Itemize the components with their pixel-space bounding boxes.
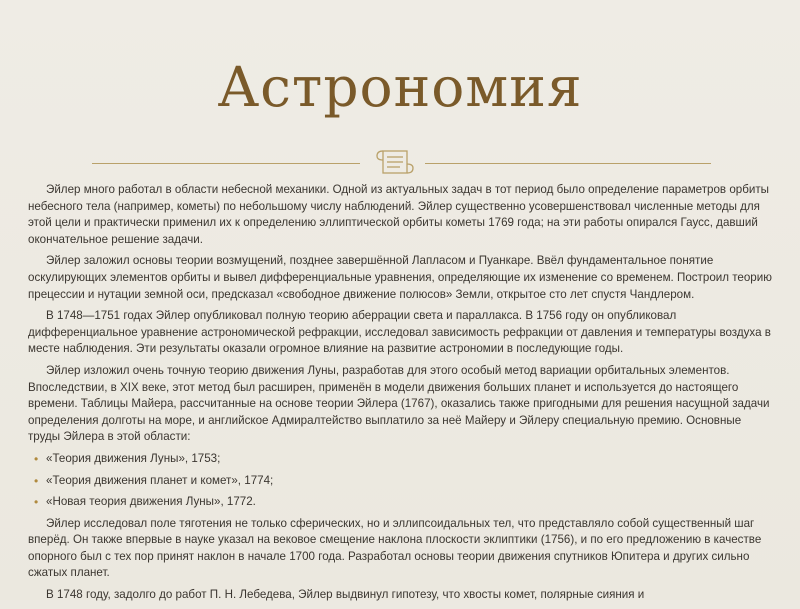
bullet-icon: • <box>34 451 39 466</box>
paragraph-comet-tails: В 1748 году, задолго до работ П. Н. Лебедева, Эйлер выдвинул гипотезу, что хвосты комет, полярные сияния и <box>46 588 645 602</box>
paragraph-perturbation-theory: Эйлер заложил основы теории возмущений, позднее завершённой Лапласом и Пуанкаре. Ввёл фундаментальное понятие оскулирующих элементов орбиты и вывел дифференциальные уравнения, определяющие их изменение со временем. Построил теорию прецессии и нутации земной оси, предсказал «свободное движение полюсов» Земли, открытое сто лет спустя Чандлером. <box>28 254 772 301</box>
paragraph-celestial-mechanics: Эйлер много работал в области небесной механики. Одной из актуальных задач в тот период было определение параметров орбиты небесного тела (например, кометы) по небольшому числу наблюдений. Эйлер существенно усовершенствовал численные методы для этой цели и практически применил их к определению эллиптической орбиты кометы 1769 года; на эти работы опирался Гаусс, давший окончательное решение задачи. <box>28 183 769 246</box>
title-divider <box>0 145 800 175</box>
paragraph-lunar-theory: Эйлер изложил очень точную теорию движения Луны, разработав для этого особый метод вариации орбитальных элементов. Впоследствии, в XIX веке, этот метод был расширен, применён в модели движения больших планет и используется до настоящего времени. Таблицы Майера, рассчитанные на основе теории Эйлера (1767), оказались также пригодными для решения насущной задачи определения долготы на море, и английское Адмиралтейство выплатило за неё Майеру и Эйлеру специальную премию. Основные труды Эйлера в этой области: <box>28 363 770 444</box>
works-list <box>28 451 774 511</box>
slide-body <box>28 182 774 609</box>
list-item <box>34 451 774 468</box>
work-title: «Теория движения планет и комет», 1774; <box>46 473 274 487</box>
list-item <box>34 473 774 490</box>
bullet-icon: • <box>34 473 39 488</box>
bullet-icon: • <box>34 495 39 510</box>
slide-title: Астрономия <box>217 55 583 119</box>
paragraph-gravity-field: Эйлер исследовал поле тяготения не только сферических, но и эллипсоидальных тел, что представляло собой существенный шаг вперёд. Он также впервые в науке указал на вековое смещение наклона плоскости эклиптики (1756), и по его предложению в качестве опорного был с тех пор принят наклон в начале 1700 года. Разработал основы теории движения спутников Юпитера и других сильно сжатых планет. <box>28 516 762 580</box>
work-title: «Теория движения Луны», 1753; <box>46 451 221 465</box>
divider-line-left <box>92 163 360 164</box>
list-item <box>34 494 774 511</box>
work-title: «Новая теория движения Луны», 1772. <box>46 495 256 509</box>
paragraph-aberration-refraction: В 1748—1751 годах Эйлер опубликовал полную теорию аберрации света и параллакса. В 1756 году он опубликовал дифференциальное уравнение астрономической рефракции, исследовал зависимость рефракции от давления и температуры воздуха в месте наблюдения. Эти результаты оказали огромное влияние на развитие астрономии в последующие годы. <box>28 309 771 356</box>
divider-line-right <box>425 163 711 164</box>
scroll-ornament-icon <box>367 145 423 177</box>
